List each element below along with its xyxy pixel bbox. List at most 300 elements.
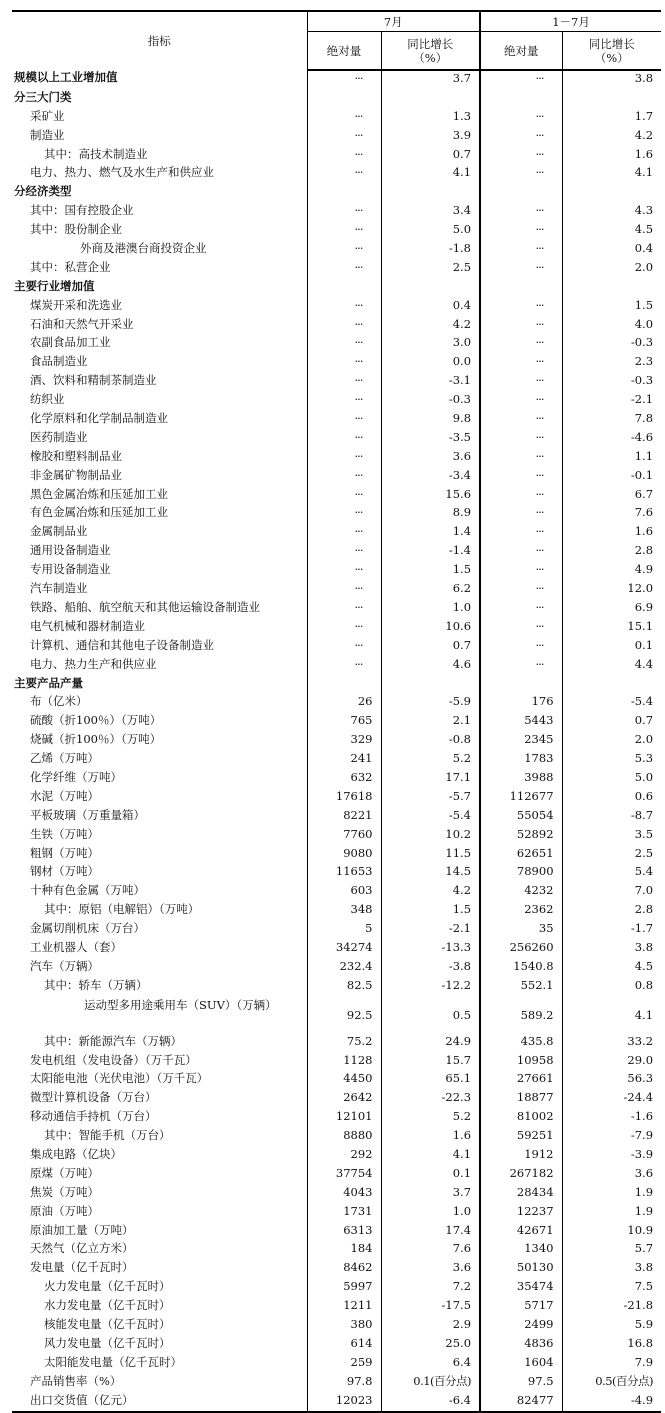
row-label: 原油（万吨） (30, 1203, 99, 1218)
ytd-yoy-cell: 6.9 (562, 600, 661, 619)
month-yoy-cell (381, 90, 480, 109)
row-label: 布（亿米） (30, 694, 88, 709)
table-body (12, 70, 661, 1412)
ytd-abs-cell: ··· (480, 222, 562, 241)
row-label: 乙烯（万吨） (30, 751, 99, 766)
ytd-abs-cell: ··· (480, 298, 562, 317)
month-abs-cell: 632 (307, 770, 381, 789)
row-label: 其中：国有控股企业 (30, 203, 134, 218)
ytd-yoy-cell: 12.0 (562, 581, 661, 600)
month-yoy-cell: 4.2 (381, 883, 480, 902)
month-yoy-cell (381, 676, 480, 695)
ytd-abs-cell: 82477 (480, 1393, 562, 1413)
table-row (12, 430, 661, 449)
month-yoy-cell: 15.7 (381, 1053, 480, 1072)
row-label: 非金属矿物制品业 (30, 467, 122, 482)
month-yoy-cell: 3.0 (381, 335, 480, 354)
month-abs-cell: 11653 (307, 864, 381, 883)
month-yoy-cell: -17.5 (381, 1298, 480, 1317)
ytd-yoy-cell: 10.9 (562, 1223, 661, 1242)
ytd-yoy-cell: 4.5 (562, 222, 661, 241)
row-label: 采矿业 (30, 108, 65, 123)
row-label: 产品销售率（%） (30, 1373, 122, 1388)
month-yoy-cell: 15.6 (381, 487, 480, 506)
month-abs-cell: 1731 (307, 1204, 381, 1223)
month-abs-cell: 12101 (307, 1109, 381, 1128)
row-label: 化学纤维（万吨） (30, 769, 122, 784)
month-yoy-cell: 0.7 (381, 638, 480, 657)
ytd-yoy-cell: 4.2 (562, 128, 661, 147)
ytd-abs-cell: 5443 (480, 713, 562, 732)
month-yoy-cell: 1.0 (381, 1204, 480, 1223)
ytd-abs-cell: 1540.8 (480, 959, 562, 978)
ytd-yoy-cell: 5.3 (562, 751, 661, 770)
ytd-abs-cell: 42671 (480, 1223, 562, 1242)
yoy-unit: （%） (594, 50, 629, 65)
month-yoy-cell: 7.6 (381, 1241, 480, 1260)
ytd-yoy-cell: -4.6 (562, 430, 661, 449)
month-abs-cell: 12023 (307, 1393, 381, 1413)
month-abs-cell: 1211 (307, 1298, 381, 1317)
month-abs-cell: ··· (307, 203, 381, 222)
table-row (12, 1393, 661, 1413)
indicator-header: 指标 (12, 11, 307, 70)
month-yoy-cell: 0.1(百分点) (381, 1374, 480, 1393)
table-row (12, 978, 661, 997)
yoy-label: 同比增长 (407, 36, 454, 51)
month-abs-cell: 4450 (307, 1071, 381, 1090)
table-row (12, 883, 661, 902)
yoy-label: 同比增长 (588, 36, 635, 51)
month-yoy-cell: 4.1 (381, 1147, 480, 1166)
industrial-statistics-table (12, 10, 661, 1413)
row-label: 化学原料和化学制品制造业 (30, 411, 168, 426)
month-yoy-cell: 17.1 (381, 770, 480, 789)
ytd-yoy-cell: 6.7 (562, 487, 661, 506)
month-yoy-cell: -3.8 (381, 959, 480, 978)
ytd-abs-cell: ··· (480, 109, 562, 128)
month-yoy-cell: 1.6 (381, 1128, 480, 1147)
month-abs-cell: ··· (307, 335, 381, 354)
month-abs-cell: ··· (307, 487, 381, 506)
table-row (12, 619, 661, 638)
table-row (12, 1317, 661, 1336)
month-yoy-cell: -5.9 (381, 694, 480, 713)
table-row (12, 487, 661, 506)
row-label: 水力发电量（亿千瓦时） (44, 1298, 171, 1313)
table-row (12, 241, 661, 260)
month-abs-cell: 329 (307, 732, 381, 751)
month-abs-cell: 17618 (307, 789, 381, 808)
table-row (12, 1355, 661, 1374)
ytd-yoy-cell (562, 676, 661, 695)
ytd-yoy-cell: 1.9 (562, 1204, 661, 1223)
month-abs-cell: ··· (307, 562, 381, 581)
row-label: 集成电路（亿块） (30, 1146, 122, 1161)
month-yoy-cell: 5.2 (381, 1109, 480, 1128)
row-label: 烧碱（折100％）（万吨） (30, 732, 162, 747)
row-label: 天然气（亿立方米） (30, 1241, 134, 1256)
month-abs-cell: ··· (307, 354, 381, 373)
ytd-yoy-cell: 4.0 (562, 317, 661, 336)
ytd-yoy-cell (562, 184, 661, 203)
ytd-yoy-cell: -1.6 (562, 1109, 661, 1128)
month-abs-cell: ··· (307, 524, 381, 543)
row-label: 汽车制造业 (30, 581, 88, 596)
month-yoy-cell: 1.4 (381, 524, 480, 543)
month-abs-cell: ··· (307, 222, 381, 241)
table-row (12, 1204, 661, 1223)
ytd-abs-cell: 1912 (480, 1147, 562, 1166)
table-row (12, 864, 661, 883)
table-row (12, 373, 661, 392)
ytd-abs-cell: 97.5 (480, 1374, 562, 1393)
ytd-abs-cell: 1340 (480, 1241, 562, 1260)
month-abs-cell: ··· (307, 411, 381, 430)
ytd-abs-cell: 50130 (480, 1260, 562, 1279)
section-row (12, 279, 661, 298)
row-label: 汽车（万辆） (30, 958, 99, 973)
table-row (12, 505, 661, 524)
table-row (12, 694, 661, 713)
table-row (12, 1166, 661, 1185)
month-yoy-cell: -13.3 (381, 940, 480, 959)
ytd-abs-cell: ··· (480, 581, 562, 600)
ytd-abs-cell: ··· (480, 203, 562, 222)
ytd-yoy-cell (562, 90, 661, 109)
ytd-abs-cell: ··· (480, 260, 562, 279)
table-row (12, 128, 661, 147)
ytd-yoy-cell: -7.9 (562, 1128, 661, 1147)
ytd-yoy-cell: 2.0 (562, 260, 661, 279)
table-row (12, 600, 661, 619)
section-row (12, 676, 661, 695)
table-row (12, 732, 661, 751)
month-abs-cell: 380 (307, 1317, 381, 1336)
ytd-yoy-cell: 29.0 (562, 1053, 661, 1072)
month-abs-cell: 259 (307, 1355, 381, 1374)
month-yoy-cell: 1.3 (381, 109, 480, 128)
table-row (12, 1374, 661, 1393)
row-label: 计算机、通信和其他电子设备制造业 (30, 637, 214, 652)
month-abs-cell: 6313 (307, 1223, 381, 1242)
ytd-yoy-cell: 1.1 (562, 449, 661, 468)
month-abs-cell: 26 (307, 694, 381, 713)
table-row (12, 449, 661, 468)
table-row (12, 940, 661, 959)
row-label: 电力、热力、燃气及水生产和供应业 (30, 165, 214, 180)
row-label: 煤炭开采和洗选业 (30, 297, 122, 312)
ytd-abs-cell: 12237 (480, 1204, 562, 1223)
row-label: 发电机组（发电设备）（万千瓦） (30, 1052, 197, 1067)
month-abs-cell (307, 676, 381, 695)
ytd-abs-cell: 10958 (480, 1053, 562, 1072)
month-yoy-cell: -3.5 (381, 430, 480, 449)
ytd-abs-cell: ··· (480, 638, 562, 657)
month-yoy-cell (381, 184, 480, 203)
ytd-abs-cell: 1783 (480, 751, 562, 770)
table-row (12, 1128, 661, 1147)
row-label: 原煤（万吨） (30, 1165, 99, 1180)
table-row (12, 902, 661, 921)
ytd-yoy-cell: 1.9 (562, 1185, 661, 1204)
month-abs-cell: ··· (307, 600, 381, 619)
table-row (12, 392, 661, 411)
month-abs-cell: 34274 (307, 940, 381, 959)
ytd-abs-cell: ··· (480, 335, 562, 354)
ytd-abs-cell: 589.2 (480, 997, 562, 1034)
table-row (12, 335, 661, 354)
row-label: 水泥（万吨） (30, 788, 99, 803)
ytd-yoy-cell: 33.2 (562, 1034, 661, 1053)
ytd-yoy-cell: -4.9 (562, 1393, 661, 1413)
row-label: 其中：原铝（电解铝）（万吨） (44, 902, 200, 917)
ytd-yoy-cell: 3.8 (562, 940, 661, 959)
month-yoy-cell: 6.2 (381, 581, 480, 600)
month-abs-cell: 9080 (307, 846, 381, 865)
row-label: 其中：私营企业 (30, 259, 111, 274)
ytd-abs-cell: 2499 (480, 1317, 562, 1336)
month-abs-cell: 92.5 (307, 997, 381, 1034)
table-row (12, 1298, 661, 1317)
row-label: 粗钢（万吨） (30, 845, 99, 860)
month-abs-cell: ··· (307, 619, 381, 638)
ytd-yoy-cell: 1.6 (562, 524, 661, 543)
ytd-yoy-cell: -0.3 (562, 373, 661, 392)
ytd-abs-cell: ··· (480, 619, 562, 638)
row-label: 其中：新能源汽车（万辆） (44, 1033, 182, 1048)
table-row (12, 1223, 661, 1242)
ytd-yoy-cell: 3.8 (562, 70, 661, 90)
row-label: 钢材（万吨） (30, 864, 99, 879)
month-yoy-cell: 14.5 (381, 864, 480, 883)
ytd-yoy-header (562, 32, 661, 71)
month-abs-cell: 241 (307, 751, 381, 770)
section-row (12, 184, 661, 203)
month-abs-cell: 8221 (307, 808, 381, 827)
ytd-abs-cell: ··· (480, 411, 562, 430)
ytd-abs-cell: ··· (480, 543, 562, 562)
ytd-abs-cell: ··· (480, 562, 562, 581)
ytd-yoy-cell: -8.7 (562, 808, 661, 827)
month-yoy-cell: -6.4 (381, 1393, 480, 1413)
table-row (12, 827, 661, 846)
ytd-yoy-cell: 7.5 (562, 1279, 661, 1298)
table-header (12, 11, 661, 70)
ytd-yoy-cell: 1.5 (562, 298, 661, 317)
month-yoy-cell: -0.3 (381, 392, 480, 411)
month-yoy-cell: 3.7 (381, 1185, 480, 1204)
month-abs-cell: 37754 (307, 1166, 381, 1185)
month-yoy-cell: 10.2 (381, 827, 480, 846)
table-row (12, 997, 661, 1034)
month-yoy-cell: 4.1 (381, 165, 480, 184)
month-yoy-cell: 11.5 (381, 846, 480, 865)
month-abs-cell: ··· (307, 657, 381, 676)
row-label: 电气机械和器材制造业 (30, 618, 145, 633)
month-yoy-cell: 24.9 (381, 1034, 480, 1053)
row-label: 其中：轿车（万辆） (44, 977, 148, 992)
table-row (12, 1185, 661, 1204)
month-abs-cell: 7760 (307, 827, 381, 846)
table-row (12, 1279, 661, 1298)
month-abs-cell: 292 (307, 1147, 381, 1166)
ytd-abs-cell: ··· (480, 449, 562, 468)
month-abs-cell: 97.8 (307, 1374, 381, 1393)
table-row (12, 808, 661, 827)
ytd-yoy-cell: -0.3 (562, 335, 661, 354)
ytd-abs-cell: ··· (480, 317, 562, 336)
month-abs-cell: ··· (307, 147, 381, 166)
ytd-abs-header: 绝对量 (480, 32, 562, 71)
ytd-yoy-cell: -21.8 (562, 1298, 661, 1317)
ytd-yoy-cell: 4.5 (562, 959, 661, 978)
month-abs-cell: ··· (307, 298, 381, 317)
month-yoy-cell: 3.7 (381, 70, 480, 90)
ytd-yoy-cell: 0.7 (562, 713, 661, 732)
month-yoy-cell: 3.9 (381, 128, 480, 147)
month-abs-cell: ··· (307, 165, 381, 184)
month-abs-cell: ··· (307, 468, 381, 487)
ytd-yoy-cell: 7.6 (562, 505, 661, 524)
month-yoy-cell: 0.7 (381, 147, 480, 166)
month-yoy-cell: -3.4 (381, 468, 480, 487)
ytd-abs-cell: 176 (480, 694, 562, 713)
row-label: 焦炭（万吨） (30, 1184, 99, 1199)
ytd-yoy-cell: -1.7 (562, 921, 661, 940)
section-row (12, 70, 661, 90)
month-abs-cell: ··· (307, 505, 381, 524)
row-label: 石油和天然气开采业 (30, 316, 134, 331)
month-abs-cell: ··· (307, 430, 381, 449)
ytd-abs-cell: ··· (480, 487, 562, 506)
month-yoy-cell: 5.0 (381, 222, 480, 241)
row-label: 有色金属冶炼和压延加工业 (30, 505, 168, 520)
row-label: 橡胶和塑料制品业 (30, 448, 122, 463)
ytd-abs-cell: 256260 (480, 940, 562, 959)
ytd-yoy-cell: -24.4 (562, 1090, 661, 1109)
month-abs-cell: ··· (307, 241, 381, 260)
ytd-abs-cell: 552.1 (480, 978, 562, 997)
month-yoy-cell: 7.2 (381, 1279, 480, 1298)
ytd-yoy-cell: 1.7 (562, 109, 661, 128)
table-row (12, 1090, 661, 1109)
table-row (12, 354, 661, 373)
month-yoy-cell: 3.6 (381, 1260, 480, 1279)
month-yoy-cell: 0.4 (381, 298, 480, 317)
row-label: 太阳能发电量（亿千瓦时） (44, 1354, 182, 1369)
table-row (12, 317, 661, 336)
ytd-abs-cell: 59251 (480, 1128, 562, 1147)
ytd-abs-cell: ··· (480, 128, 562, 147)
ytd-abs-cell (480, 184, 562, 203)
row-label: 通用设备制造业 (30, 543, 111, 558)
table-row (12, 543, 661, 562)
ytd-abs-cell: ··· (480, 505, 562, 524)
ytd-yoy-cell: 15.1 (562, 619, 661, 638)
month-yoy-cell: 4.6 (381, 657, 480, 676)
row-label: 平板玻璃（万重量箱） (30, 807, 145, 822)
ytd-yoy-cell: 2.0 (562, 732, 661, 751)
row-label: 火力发电量（亿千瓦时） (44, 1279, 171, 1294)
row-label: 金属制品业 (30, 524, 88, 539)
month-yoy-cell: 2.1 (381, 713, 480, 732)
row-label: 移动通信手持机（万台） (30, 1109, 157, 1124)
month-yoy-cell: -1.4 (381, 543, 480, 562)
ytd-yoy-cell (562, 279, 661, 298)
ytd-abs-cell: 27661 (480, 1071, 562, 1090)
month-yoy-cell: -2.1 (381, 921, 480, 940)
table-row (12, 1260, 661, 1279)
ytd-abs-cell: ··· (480, 657, 562, 676)
ytd-abs-cell: 35474 (480, 1279, 562, 1298)
ytd-yoy-cell: 4.9 (562, 562, 661, 581)
ytd-abs-cell: 2345 (480, 732, 562, 751)
ytd-yoy-cell: 0.5(百分点) (562, 1374, 661, 1393)
month-abs-cell (307, 184, 381, 203)
table-row (12, 1034, 661, 1053)
row-label: 主要行业增加值 (14, 278, 95, 293)
ytd-yoy-cell: 4.1 (562, 165, 661, 184)
month-abs-cell: 5 (307, 921, 381, 940)
month-yoy-cell: 0.0 (381, 354, 480, 373)
month-abs-header: 绝对量 (307, 32, 381, 71)
row-label: 出口交货值（亿元） (12, 1393, 307, 1413)
ytd-yoy-cell: 0.8 (562, 978, 661, 997)
row-label: 专用设备制造业 (30, 562, 111, 577)
month-yoy-cell: 3.4 (381, 203, 480, 222)
table-row (12, 959, 661, 978)
month-yoy-cell: 6.4 (381, 1355, 480, 1374)
ytd-yoy-cell: 7.0 (562, 883, 661, 902)
month-abs-cell: ··· (307, 109, 381, 128)
row-label: 纺织业 (30, 392, 65, 407)
month-yoy-cell: -0.8 (381, 732, 480, 751)
ytd-abs-cell: 78900 (480, 864, 562, 883)
ytd-abs-cell: 55054 (480, 808, 562, 827)
ytd-yoy-cell: 2.5 (562, 846, 661, 865)
month-yoy-cell: 0.5 (381, 997, 480, 1034)
month-abs-cell: 348 (307, 902, 381, 921)
month-abs-cell: ··· (307, 581, 381, 600)
table-row (12, 846, 661, 865)
row-label: 分经济类型 (14, 184, 72, 199)
month-abs-cell: 5997 (307, 1279, 381, 1298)
month-yoy-cell: -5.7 (381, 789, 480, 808)
ytd-yoy-cell: 5.4 (562, 864, 661, 883)
row-label: 运动型多用途乘用车（SUV）（万辆） (84, 997, 277, 1012)
month-yoy-cell: 10.6 (381, 619, 480, 638)
month-yoy-cell: 9.8 (381, 411, 480, 430)
month-abs-cell: ··· (307, 70, 381, 90)
ytd-abs-cell: ··· (480, 392, 562, 411)
month-yoy-cell: 4.2 (381, 317, 480, 336)
month-abs-cell: 2642 (307, 1090, 381, 1109)
ytd-abs-cell: ··· (480, 600, 562, 619)
row-label: 硫酸（折100％）（万吨） (30, 713, 162, 728)
table-row (12, 921, 661, 940)
table-row (12, 1147, 661, 1166)
ytd-abs-cell: ··· (480, 241, 562, 260)
row-label: 黑色金属冶炼和压延加工业 (30, 486, 168, 501)
month-abs-cell: ··· (307, 392, 381, 411)
month-yoy-cell: 2.5 (381, 260, 480, 279)
row-label: 外商及港澳台商投资企业 (80, 241, 207, 256)
table-row (12, 147, 661, 166)
ytd-abs-cell: 18877 (480, 1090, 562, 1109)
row-label: 其中：股份制企业 (30, 222, 122, 237)
table-row (12, 468, 661, 487)
